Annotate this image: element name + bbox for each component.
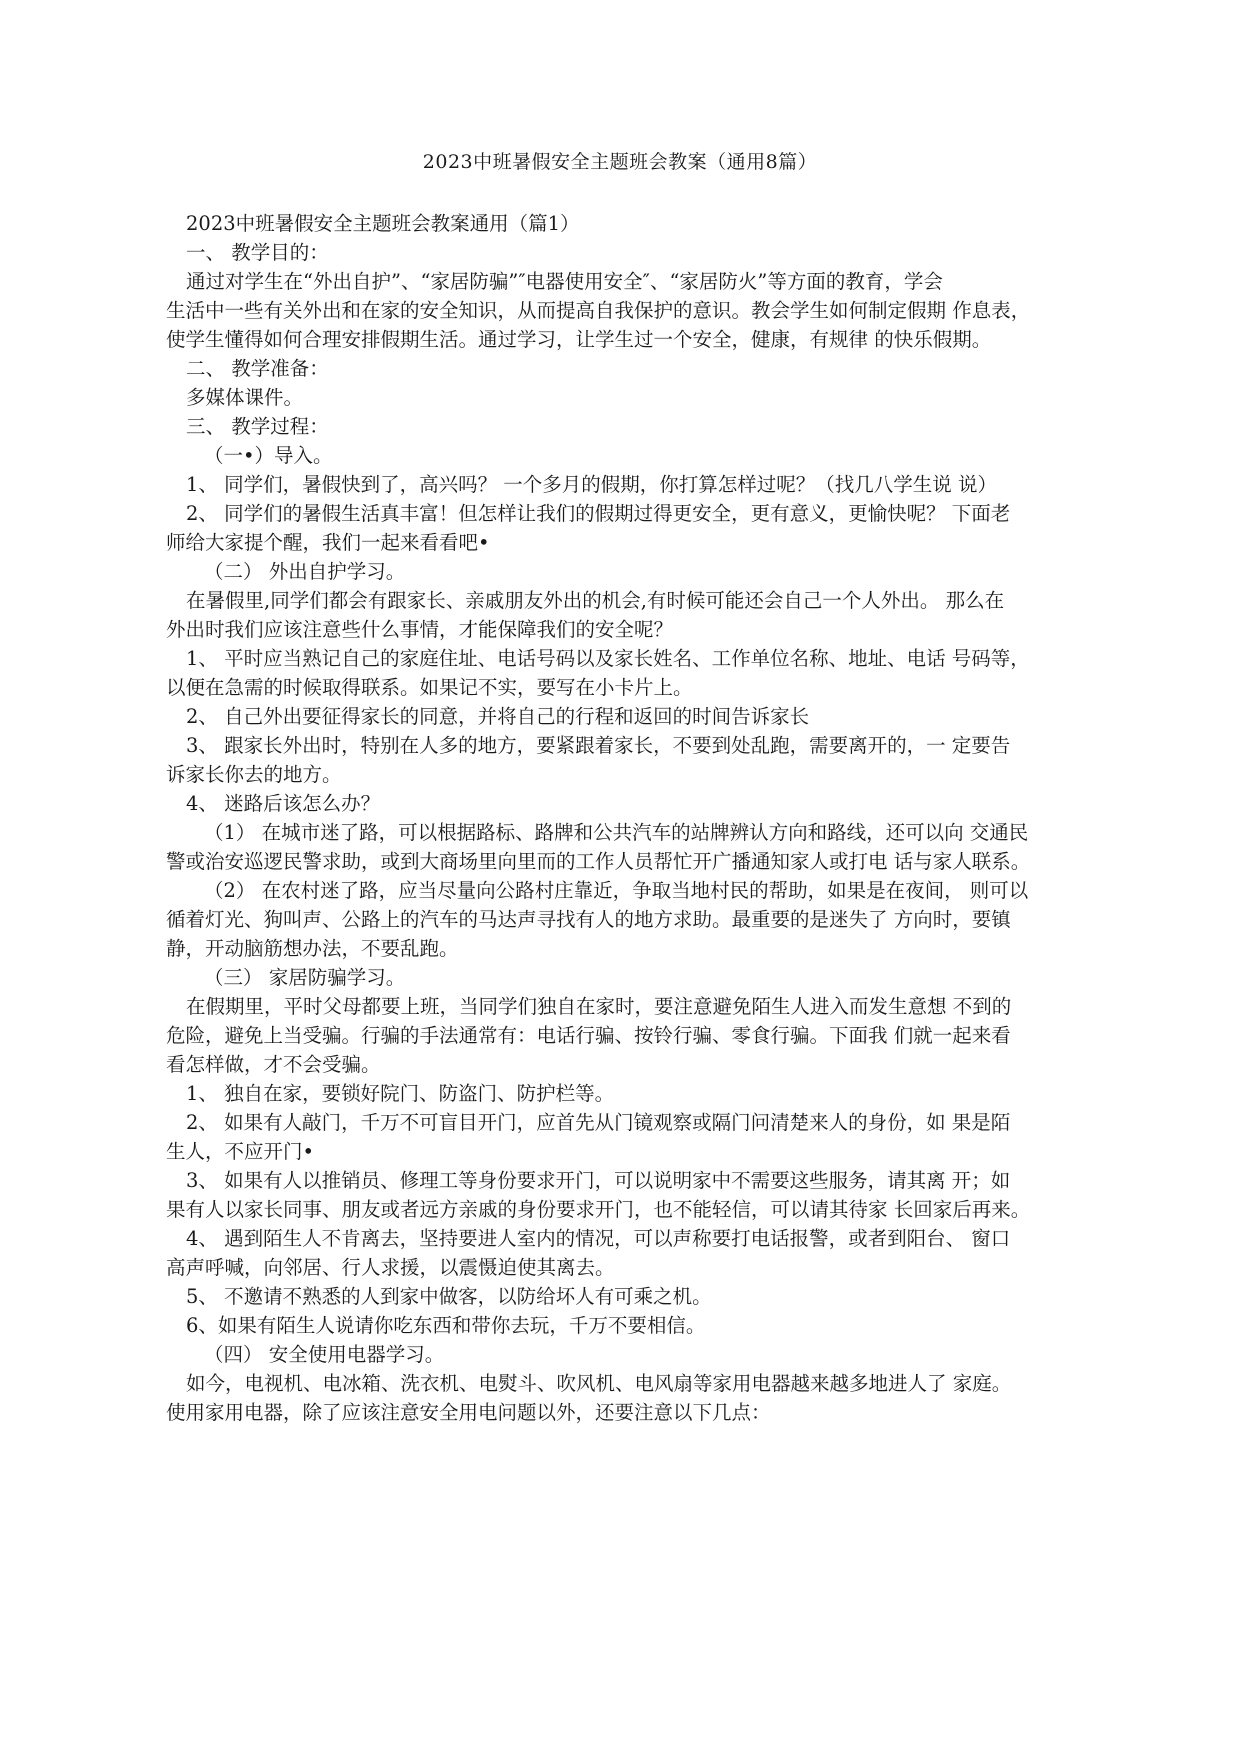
paragraph-line: 2、 如果有人敲门，千万不可盲目开门，应首先从门镜观察或隔门问清楚来人的身份，如 果是陌 bbox=[186, 1111, 1011, 1134]
paragraph-line: 2、 同学们的暑假生活真丰富！但怎样让我们的假期过得更安全，更有意义，更愉快呢？ 下面老 bbox=[186, 502, 1011, 525]
document-title: 2023中班暑假安全主题班会教案（通用8篇） bbox=[422, 151, 818, 173]
paragraph-line: 在暑假里,同学们都会有跟家长、亲戚朋友外出的机会,有时候可能还会自己一个人外出。 那么在 bbox=[186, 589, 1005, 612]
paragraph-line: 外出时我们应该注意些什么事情，才能保障我们的安全呢？ bbox=[166, 618, 674, 641]
paragraph-line: 在假期里，平时父母都要上班，当同学们独自在家时，要注意避免陌生人进入而发生意想 不到的 bbox=[186, 995, 1012, 1018]
paragraph-line: 静，开动脑筋想办法，不要乱跑。 bbox=[166, 937, 459, 960]
paragraph-line: 如今，电视机、电冰箱、洗衣机、电熨斗、吹风机、电风扇等家用电器越来越多地进人了 家庭。 bbox=[186, 1372, 1012, 1395]
paragraph-line: 看怎样做，才不会受骗。 bbox=[166, 1053, 381, 1076]
paragraph-line: 3、 如果有人以推销员、修理工等身份要求开门，可以说明家中不需要这些服务，请其离 开；如 bbox=[186, 1169, 1011, 1192]
heading-teaching-prep: 二、 教学准备： bbox=[186, 357, 329, 380]
paragraph-line: （2） 在农村迷了路，应当尽量向公路村庄靠近，争取当地村民的帮助，如果是在夜间， 则可以 bbox=[204, 879, 1029, 902]
paragraph-line: 使用家用电器，除了应该注意安全用电问题以外，还要注意以下几点： bbox=[166, 1401, 771, 1424]
paragraph-line: 生人，不应开门• bbox=[166, 1140, 315, 1163]
paragraph-line: 危险，避免上当受骗。行骗的手法通常有：电话行骗、按铃行骗、零食行骗。下面我 们就一起来看 bbox=[166, 1024, 1011, 1047]
subheading-electrical: （四） 安全使用电器学习。 bbox=[204, 1343, 445, 1366]
paragraph-line: 1、 独自在家，要锁好院门、防盗门、防护栏等。 bbox=[186, 1082, 615, 1105]
paragraph-line: 通过对学生在“外出自护”、“家居防骗”″电器使用安全″、“家居防火”等方面的教育，学会 bbox=[186, 270, 943, 293]
paragraph-line: 高声呼喊，向邻居、行人求援，以震慑迫使其离去。 bbox=[166, 1256, 615, 1279]
subheading-intro: （一•）导入。 bbox=[204, 444, 333, 467]
paragraph-line: 4、 遇到陌生人不肯离去，坚持要进人室内的情况，可以声称要打电话报警，或者到阳台、 窗口 bbox=[186, 1227, 1011, 1250]
paragraph-line: 以便在急需的时候取得联系。如果记不实，要写在小卡片上。 bbox=[166, 676, 693, 699]
paragraph-line: 循着灯光、狗叫声、公路上的汽车的马达声寻找有人的地方求助。最重要的是迷失了 方向时，要镇 bbox=[166, 908, 1011, 931]
heading-teaching-goal: 一、 教学目的： bbox=[186, 241, 329, 264]
subheading-outdoor: （二） 外出自护学习。 bbox=[204, 560, 406, 583]
paragraph-line: 多媒体课件。 bbox=[186, 386, 304, 409]
subheading-anti-fraud: （三） 家居防骗学习。 bbox=[204, 966, 406, 989]
paragraph-line: （1） 在城市迷了路，可以根据路标、路牌和公共汽车的站牌辨认方向和路线，还可以向 交通民 bbox=[204, 821, 1029, 844]
paragraph-line: 果有人以家长同事、朋友或者远方亲戚的身份要求开门，也不能轻信，可以请其待家 长回家后再来。 bbox=[166, 1198, 1031, 1221]
section-heading: 2023中班暑假安全主题班会教案通用（篇1） bbox=[186, 212, 580, 235]
paragraph-line: 1、 同学们，暑假快到了，高兴吗？ 一个多月的假期，你打算怎样过呢？（找几八学生说 说） bbox=[186, 473, 998, 496]
paragraph-line: 警或治安巡逻民警求助，或到大商场里向里而的工作人员帮忙开广播通知家人或打电 话与家人联系。 bbox=[166, 850, 1031, 873]
paragraph-line: 师给大家提个醒，我们一起来看看吧• bbox=[166, 531, 490, 554]
paragraph-line: 1、 平时应当熟记自己的家庭住址、电话号码以及家长姓名、工作单位名称、地址、电话 号码等， bbox=[186, 647, 1030, 670]
paragraph-line: 5、 不邀请不熟悉的人到家中做客，以防给坏人有可乘之机。 bbox=[186, 1285, 712, 1308]
paragraph-line: 6、如果有陌生人说请你吃东西和带你去玩，千万不要相信。 bbox=[186, 1314, 706, 1337]
paragraph-line: 生活中一些有关外出和在家的安全知识，从而提高自我保护的意识。教会学生如何制定假期 作息表， bbox=[166, 299, 1031, 322]
paragraph-line: 诉家长你去的地方。 bbox=[166, 763, 342, 786]
paragraph-line: 4、 迷路后该怎么办？ bbox=[186, 792, 381, 815]
heading-teaching-process: 三、 教学过程： bbox=[186, 415, 329, 438]
paragraph-line: 使学生懂得如何合理安排假期生活。通过学习，让学生过一个安全，健康，有规律 的快乐假期。 bbox=[166, 328, 992, 351]
paragraph-line: 2、 自己外出要征得家长的同意，并将自己的行程和返回的时间告诉家长 bbox=[186, 705, 810, 728]
paragraph-line: 3、 跟家长外出时，特别在人多的地方，要紧跟着家长，不要到处乱跑，需要离开的，一 定要告 bbox=[186, 734, 1011, 757]
